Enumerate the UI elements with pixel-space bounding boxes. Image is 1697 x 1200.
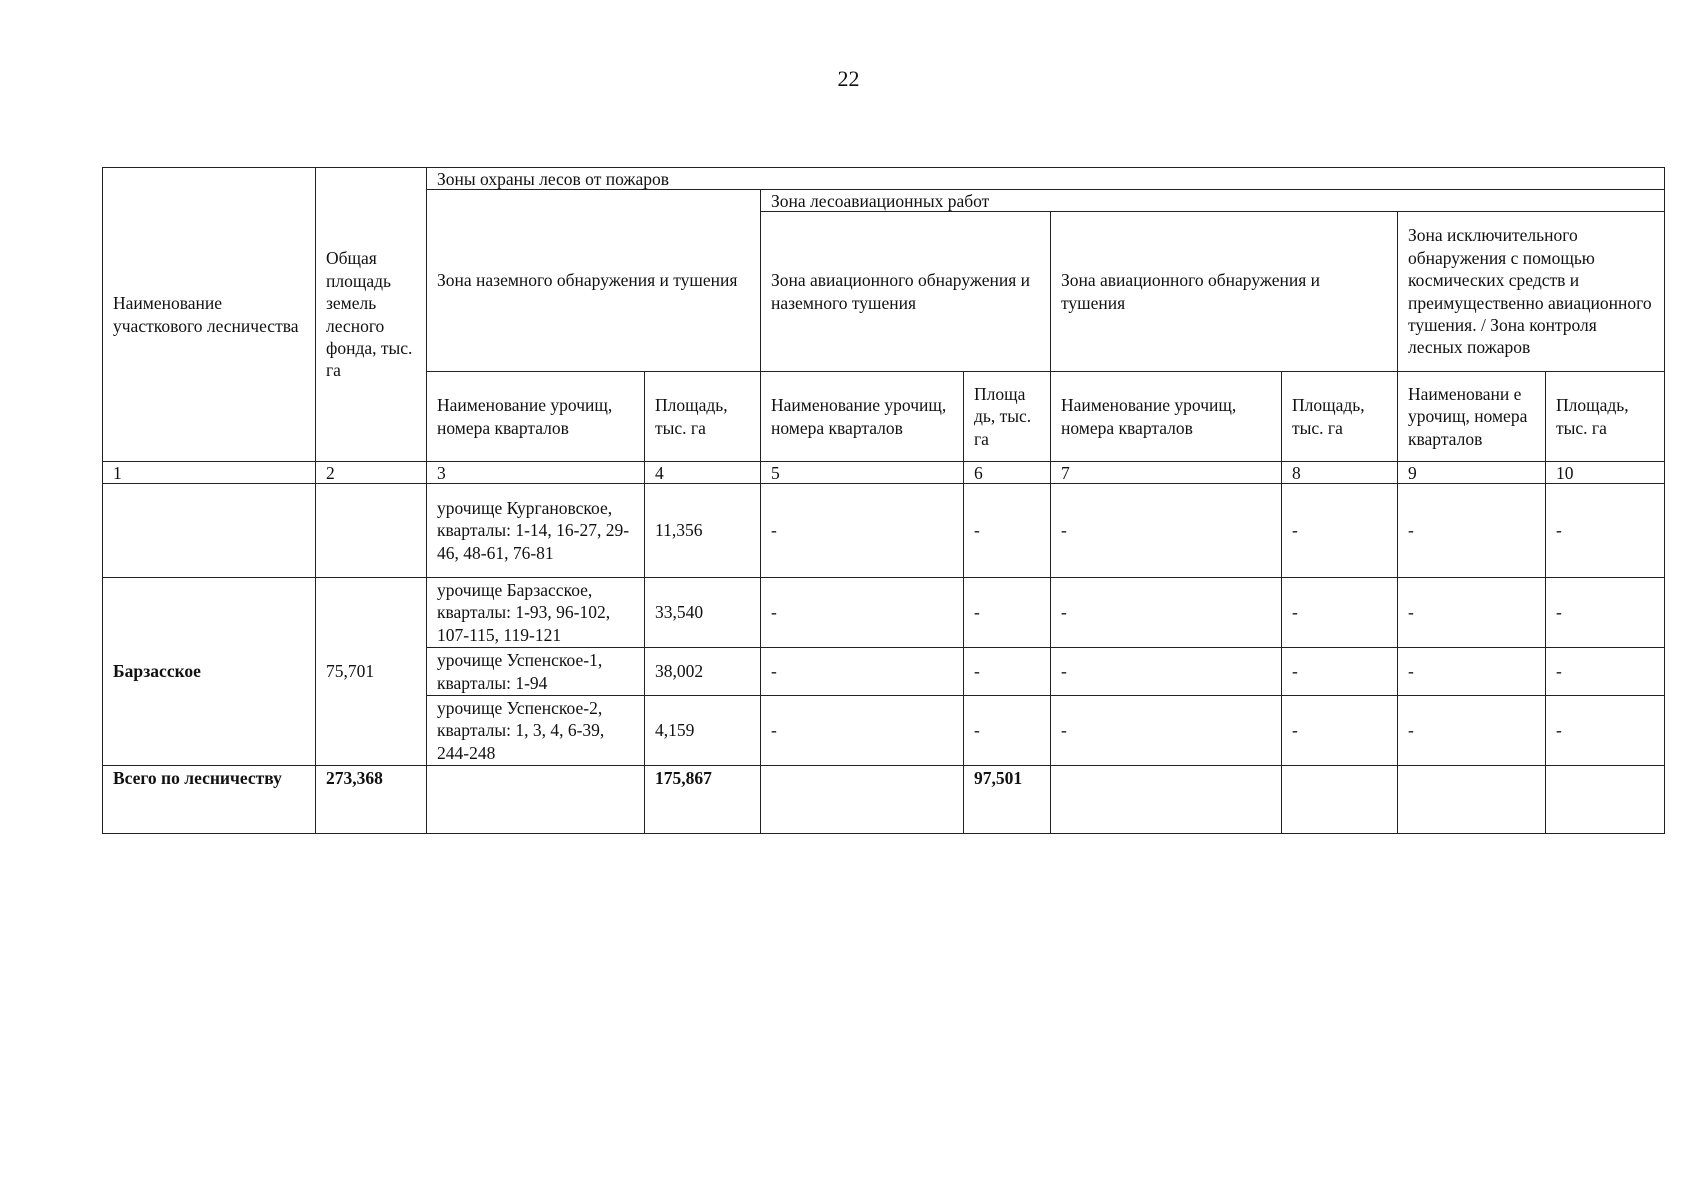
cell-c7: - [1051,484,1282,578]
cell-c9: - [1398,648,1546,696]
col-number: 5 [761,462,964,484]
col-number: 4 [645,462,761,484]
header-aviation-works: Зона лесоавиационных работ [761,190,1665,212]
col-number: 6 [964,462,1051,484]
subheader-name-4: Наименовани е урочищ, номера кварталов [1398,372,1546,462]
col-number: 9 [1398,462,1546,484]
header-exclusive-zone: Зона исключительного обнаружения с помощью космических средств и преимущественно авиационного тушения. / Зона контроля лесных пожаров [1398,212,1665,372]
empty-cell [1282,766,1398,834]
header-total-area: Общая площадь земель лесного фонда, тыс. га [316,168,427,462]
forest-fire-zones-table [102,167,1665,834]
col-number: 2 [316,462,427,484]
total-ground-area: 175,867 [645,766,761,834]
tract-name: урочище Успенское-2, кварталы: 1, 3, 4, 6-39, 244-248 [427,695,645,765]
cell-c9: - [1398,578,1546,648]
header-zones-title: Зоны охраны лесов от пожаров [427,168,1665,190]
cell-c5: - [761,695,964,765]
table-row [103,484,1665,578]
cell-c6: - [964,695,1051,765]
header-aviation-ground: Зона авиационного обнаружения и наземного тушения [761,212,1051,372]
col-number: 8 [1282,462,1398,484]
empty-cell [1546,766,1665,834]
total-row [103,766,1665,834]
subheader-name-3: Наименование урочищ, номера кварталов [1051,372,1282,462]
empty-cell [427,766,645,834]
cell-c10: - [1546,484,1665,578]
cell-c10: - [1546,695,1665,765]
subheader-area-1: Площадь, тыс. га [645,372,761,462]
col-number: 3 [427,462,645,484]
cell-c10: - [1546,578,1665,648]
cell-c8: - [1282,578,1398,648]
tract-name: урочище Кургановское, кварталы: 1-14, 16-27, 29-46, 48-61, 76-81 [427,484,645,578]
subheader-area-4: Площадь, тыс. га [1546,372,1665,462]
col-number: 1 [103,462,316,484]
forestry-total-area: 75,701 [316,578,427,766]
cell-c7: - [1051,648,1282,696]
col-number: 7 [1051,462,1282,484]
subheader-area-3: Площадь, тыс. га [1282,372,1398,462]
tract-area: 11,356 [645,484,761,578]
subheader-area-2: Площа дь, тыс. га [964,372,1051,462]
total-aviation-ground-area: 97,501 [964,766,1051,834]
subheader-name-2: Наименование урочищ, номера кварталов [761,372,964,462]
cell-c8: - [1282,695,1398,765]
cell-c6: - [964,484,1051,578]
tract-area: 38,002 [645,648,761,696]
cell-c9: - [1398,695,1546,765]
cell-c5: - [761,648,964,696]
column-numbers-row [103,462,1665,484]
empty-cell [761,766,964,834]
total-label: Всего по лесничеству [103,766,316,834]
subheader-name-1: Наименование урочищ, номера кварталов [427,372,645,462]
cell-c7: - [1051,578,1282,648]
cell-c6: - [964,578,1051,648]
tract-area: 4,159 [645,695,761,765]
header-ground-zone: Зона наземного обнаружения и тушения [427,190,761,372]
empty-cell [316,484,427,578]
tract-area: 33,540 [645,578,761,648]
cell-c6: - [964,648,1051,696]
header-aviation-full: Зона авиационного обнаружения и тушения [1051,212,1398,372]
tract-name: урочище Барзасское, кварталы: 1-93, 96-102, 107-115, 119-121 [427,578,645,648]
cell-c7: - [1051,695,1282,765]
header-forestry-name: Наименование участкового лесничества [103,168,316,462]
tract-name: урочище Успенское-1, кварталы: 1-94 [427,648,645,696]
empty-cell [1398,766,1546,834]
forestry-name: Барзасское [103,578,316,766]
cell-c10: - [1546,648,1665,696]
empty-cell [103,484,316,578]
cell-c9: - [1398,484,1546,578]
total-area: 273,368 [316,766,427,834]
page-number: 22 [837,66,860,91]
table-row [103,578,1665,648]
cell-c5: - [761,484,964,578]
cell-c8: - [1282,484,1398,578]
col-number: 10 [1546,462,1665,484]
cell-c8: - [1282,648,1398,696]
cell-c5: - [761,578,964,648]
empty-cell [1051,766,1282,834]
